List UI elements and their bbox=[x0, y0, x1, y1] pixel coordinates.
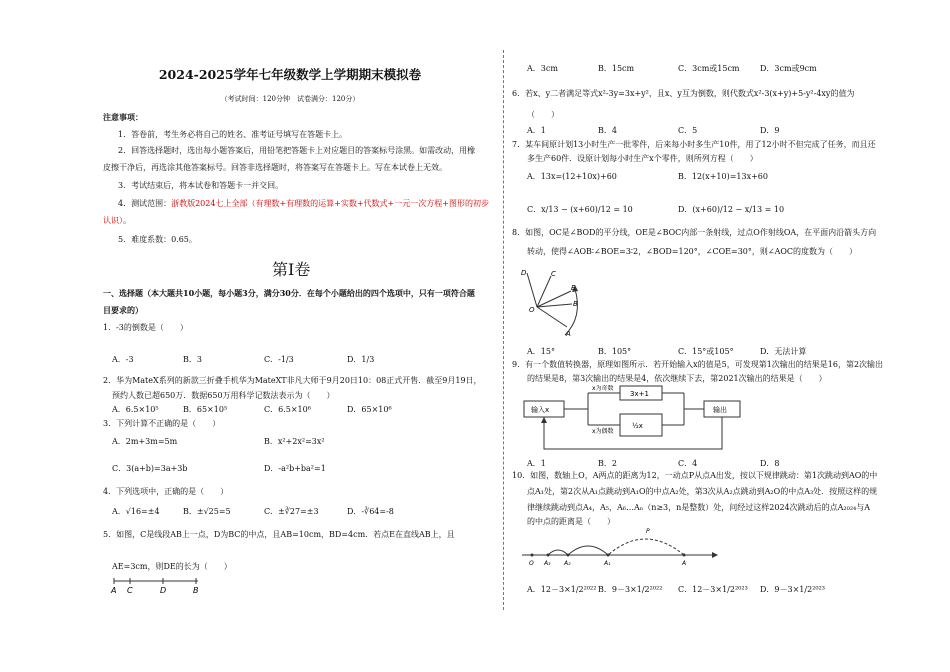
note-2a: 2．回答选择题时，选出每小题答案后，用铅笔把答题卡上对应题目的答案标号涂黑。如需改动，用橡 bbox=[118, 146, 476, 155]
q8-label-d: D bbox=[521, 269, 527, 277]
q7-option-a: A．13x=(12+10x)+60 bbox=[527, 172, 617, 181]
q5-line-1: 5．如图，C是线段AB上一点，D为BC的中点，且AB=10cm，BD=4cm．若点E在直线AB上，且 bbox=[103, 530, 455, 539]
q9-odd-label: x为奇数 bbox=[592, 385, 614, 392]
q10-option-c: C．12－3×1/2²⁰²³ bbox=[678, 585, 748, 594]
q6-option-c: C．5 bbox=[678, 126, 698, 135]
section-heading-1: 一、选择题（本大题共10小题，每小题3分，满分30分．在每个小题给出的四个选项中，只有一项符合题 bbox=[103, 288, 475, 298]
q9-option-b: B．2 bbox=[598, 459, 617, 468]
q5-label-d: D bbox=[160, 586, 167, 595]
q9-option-c: C．4 bbox=[678, 459, 698, 468]
note-4-scope-cont: 认识） bbox=[103, 216, 123, 225]
q5-option-a: A．3cm bbox=[527, 64, 558, 73]
q8-label-a: A bbox=[566, 330, 571, 338]
q7-line-2: 多生产60件．设原计划每小时生产x个零件，则所列方程（ ） bbox=[527, 154, 758, 163]
q1-option-a: A．-3 bbox=[112, 355, 134, 364]
q9-output-label: 输出 bbox=[713, 406, 727, 414]
q9-even-op: ½x bbox=[632, 422, 643, 430]
q1-option-d: D．1/3 bbox=[347, 355, 375, 364]
q8-option-d: D．无法计算 bbox=[760, 347, 807, 356]
q1-stem: 1．-3的倒数是（ ） bbox=[103, 323, 188, 332]
section-heading-2: 目要求的） bbox=[103, 305, 143, 315]
q10-axis-arrow bbox=[712, 552, 718, 558]
q7-option-d: D．(x+60)/12 − x/13 = 10 bbox=[678, 205, 785, 214]
q8-option-a: A．15° bbox=[527, 347, 555, 356]
q9-loop-arrowhead bbox=[541, 417, 547, 423]
q10-point-o bbox=[531, 554, 534, 557]
q10-jump-2 bbox=[568, 546, 608, 555]
q10-option-a: A．12－3×1/2²⁰²² bbox=[527, 585, 597, 594]
q3-option-b: B．x²+2x²=3x² bbox=[264, 437, 325, 446]
q9-line-2: 的结果是8，第3次输出的结果是4，依次继续下去，第2021次输出的结果是（ ） bbox=[527, 374, 827, 383]
q10-point-a1 bbox=[607, 554, 610, 557]
q8-line-1: 8．如图，OC是∠BOD的平分线，OE是∠BOC内部一条射线，过点O作射线OA，在平面内沿箭头方向 bbox=[512, 228, 877, 237]
column-divider bbox=[503, 50, 504, 610]
q8-ray-od bbox=[527, 273, 537, 307]
q10-line-4: 的中点的距离是（ ） bbox=[527, 517, 615, 526]
q8-label-o: O bbox=[529, 306, 535, 314]
q7-option-c: C．x/13 − (x+60)/12 = 10 bbox=[527, 205, 633, 214]
volume-heading: 第Ⅰ卷 bbox=[272, 260, 311, 279]
q10-point-a3 bbox=[547, 554, 550, 557]
q10-option-d: D．9－3×1/2²⁰²³ bbox=[760, 585, 825, 594]
q4-option-a: A．√16=±4 bbox=[112, 507, 160, 516]
q8-line-2: 转动，使得∠AOB∶∠BOE=3∶2，∠BOD=120°，∠COE=30°，则∠AOC的度数为（ ） bbox=[527, 247, 858, 256]
q6-option-b: B．4 bbox=[598, 126, 617, 135]
q6-line-1: 6．若x、y二者满足等式x²-3y=3x+y²，且x、y互为倒数，则代数式x²-3(x+y)+5-y²-4xy的值为 bbox=[512, 89, 855, 98]
exam-subtitle: （考试时间：120分钟 试卷满分：120分） bbox=[220, 95, 360, 103]
q5-option-c: C．3cm或15cm bbox=[678, 64, 740, 73]
q6-option-a: A．1 bbox=[527, 126, 546, 135]
q5-label-b: B bbox=[193, 586, 199, 595]
q7-option-b: B．12(x+10)=13x+60 bbox=[678, 172, 768, 181]
q3-option-d: D．-a²b+ba²=1 bbox=[264, 464, 326, 473]
q7-line-1: 7．某车间原计划13小时生产一批零件，后来每小时多生产10件，用了12小时不但完成了任务，而且还 bbox=[512, 140, 876, 149]
q3-option-c: C．3(a+b)=3a+3b bbox=[112, 464, 188, 473]
q1-option-c: C．-1/3 bbox=[264, 355, 294, 364]
notes-heading: 注意事项： bbox=[103, 112, 143, 122]
q10-point-a bbox=[683, 554, 686, 557]
q10-label-a1: A₁ bbox=[604, 560, 611, 567]
q9-line-1: 9．有一个数值转换器，原理如图所示．若开始输入x的值是5，可发现第1次输出的结果是16，第2次输出 bbox=[512, 360, 884, 369]
q6-option-d: D．9 bbox=[760, 126, 780, 135]
note-4 bbox=[118, 199, 489, 209]
q10-label-p: P bbox=[646, 528, 650, 535]
q5-segment-figure bbox=[108, 575, 208, 597]
q9-option-a: A．1 bbox=[527, 459, 546, 468]
q8-label-b: B bbox=[573, 300, 578, 308]
q6-line-2: （ ） bbox=[527, 110, 559, 119]
note-5: 5．难度系数：0.65。 bbox=[118, 235, 197, 244]
note-4-prefix: 4．测试范围： bbox=[118, 199, 172, 208]
q10-label-a: A bbox=[682, 560, 687, 567]
q10-jump-1 bbox=[608, 539, 684, 555]
q5-line-2: AE=3cm，则DE的长为（ ） bbox=[112, 562, 232, 571]
q9-flowchart bbox=[520, 385, 760, 455]
q5-option-b: B．15cm bbox=[598, 64, 635, 73]
q10-jump-3 bbox=[548, 550, 568, 555]
q2-option-c: C．6.5×10⁶ bbox=[264, 405, 311, 414]
q10-line-1: 10．如图，数轴上O，A两点的距离为12，一动点P从点A出发，按以下规律跳动：第1次跳动到AO的中 bbox=[512, 471, 878, 480]
q8-label-c: C bbox=[551, 270, 556, 278]
q10-label-a3: A₃ bbox=[544, 560, 551, 567]
note-4-scope: 浙教版2024七上全部（有理数+有理数的运算+实数+代数式+一元一次方程+图形的初步 bbox=[171, 199, 489, 208]
q2-option-b: B．65×10⁵ bbox=[183, 405, 228, 414]
q10-line-2: 点A₁处，第2次从A₁点跳动到A₁O的中点A₂处，第3次从A₂点跳动到A₂O的中点A₃处．按照这样的规 bbox=[527, 487, 878, 496]
note-2b: 皮擦干净后，再选涂其他答案标号。回答非选择题时，将答案写在答题卡上。写在本试卷上无效。 bbox=[103, 163, 447, 172]
q9-option-d: D．8 bbox=[760, 459, 780, 468]
q8-rotation-arrow bbox=[565, 289, 577, 335]
q9-even-label: x为偶数 bbox=[592, 428, 614, 435]
q8-angle-figure bbox=[517, 265, 597, 345]
note-1: 1．答卷前，考生务必将自己的姓名、准考证号填写在答题卡上。 bbox=[118, 130, 348, 139]
q10-option-b: B．9－3×1/2²⁰²² bbox=[598, 585, 663, 594]
note-4-cont bbox=[103, 216, 131, 226]
q3-option-a: A．2m+3m=5m bbox=[112, 437, 178, 446]
exam-title: 2024-2025学年七年级数学上学期期末模拟卷 bbox=[158, 67, 422, 82]
q8-ray-oa bbox=[537, 307, 567, 327]
q9-odd-op: 3x+1 bbox=[630, 390, 649, 398]
q4-stem: 4．下列选项中，正确的是（ ） bbox=[103, 487, 229, 496]
q4-option-b: B．±√25=5 bbox=[183, 507, 231, 516]
q8-label-e: E bbox=[571, 284, 576, 292]
q5-label-c: C bbox=[127, 586, 133, 595]
q8-option-c: C．15°或105° bbox=[678, 347, 734, 356]
q5-label-a: A bbox=[111, 586, 117, 595]
q10-label-a2: A₂ bbox=[564, 560, 571, 567]
q8-option-b: B．105° bbox=[598, 347, 632, 356]
q10-point-a2 bbox=[567, 554, 570, 557]
q3-stem: 3．下列计算不正确的是（ ） bbox=[103, 419, 221, 428]
note-3: 3．考试结束后，将本试卷和答题卡一并交回。 bbox=[118, 181, 284, 190]
q10-line-3: 律继续跳动到点A₄，A₅，A₆…Aₙ（n≥3，n是整数）处，问经过这样2024次跳动后的点A₂₀₂₄与A bbox=[527, 503, 871, 512]
q4-option-d: D．-∛64=-8 bbox=[347, 507, 394, 516]
q10-number-line bbox=[520, 525, 720, 567]
q9-input-label: 输入x bbox=[531, 406, 550, 414]
q8-ray-oc bbox=[537, 276, 551, 307]
q2-option-a: A．6.5×10⁵ bbox=[112, 405, 159, 414]
q2-option-d: D．65×10⁶ bbox=[347, 405, 392, 414]
q4-option-c: C．±∛27=±3 bbox=[264, 507, 319, 516]
note-4-suffix: 。 bbox=[123, 216, 131, 225]
q5-option-d: D．3cm或9cm bbox=[760, 64, 817, 73]
q10-label-o: O bbox=[529, 560, 534, 567]
q2-line-2: 预约人数已超650万．数据650万用科学记数法表示为（ ） bbox=[112, 391, 335, 400]
q2-line-1: 2．华为MateX系列的新款三折叠手机华为MateXT非凡大师于9月20日10：08正式开售．截至9月19日， bbox=[103, 376, 482, 385]
q1-option-b: B．3 bbox=[183, 355, 202, 364]
